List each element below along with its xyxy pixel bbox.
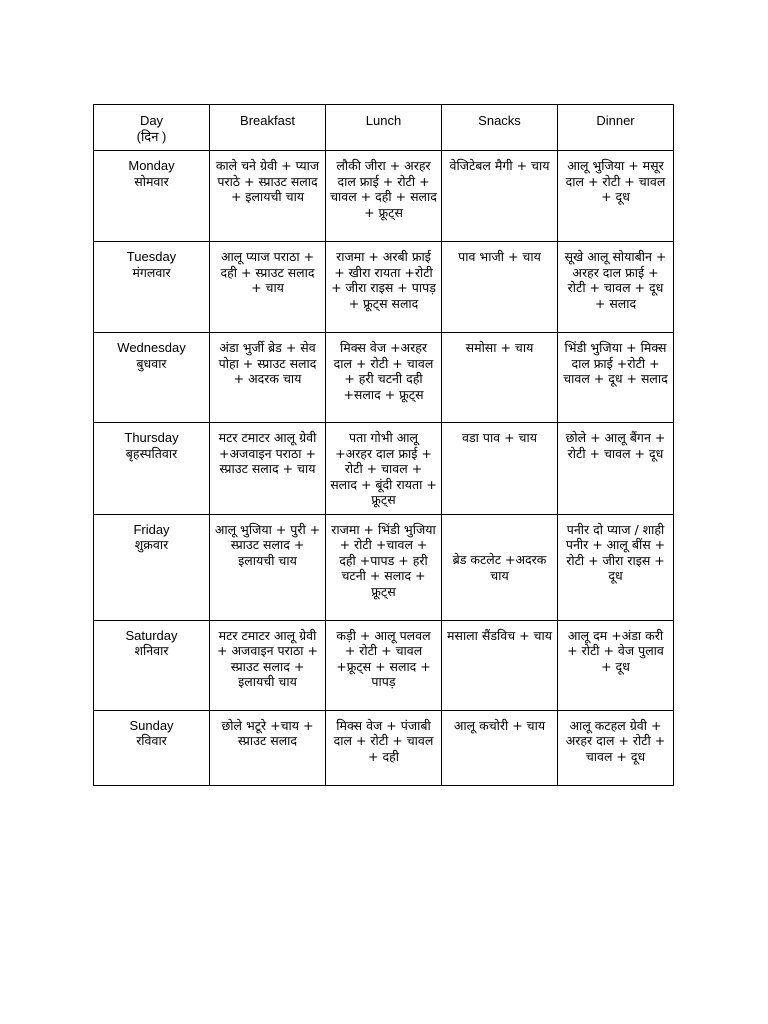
lunch-cell: कड़ी + आलू पलवल + रोटी + चावल +फ्रूट्स + सलाद + पापड़ — [326, 620, 442, 710]
header-row — [94, 105, 674, 151]
dinner-cell: आलू कटहल ग्रेवी + अरहर दाल + रोटी + चावल + दूध — [558, 710, 674, 785]
snacks-text: ब्रेड कटलेट +अदरक चाय — [452, 552, 547, 583]
dinner-cell: आलू दम +अंडा करी + रोटी + वेज पुलाव + दूध — [558, 620, 674, 710]
day-cell — [94, 710, 210, 785]
table-row — [94, 242, 674, 333]
table-row — [94, 423, 674, 515]
snacks-cell: समोसा + चाय — [442, 333, 558, 423]
lunch-cell: मिक्स वेज + पंजाबी दाल + रोटी + चावल + दही — [326, 710, 442, 785]
day-name-en: Thursday — [124, 430, 179, 445]
day-name-hi: मंगलवार — [132, 264, 171, 280]
day-name-en: Tuesday — [126, 249, 177, 264]
breakfast-cell: काले चने ग्रेवी + प्याज पराठे + स्प्राउट सलाद + इलायची चाय — [210, 151, 326, 242]
day-name-hi: बृहस्पतिवार — [125, 445, 178, 461]
breakfast-cell: छोले भटूरे +चाय + स्प्राउट सलाद — [210, 710, 326, 785]
dinner-cell: सूखे आलू सोयाबीन + अरहर दाल फ्राई + रोटी + चावल + दूध + सलाद — [558, 242, 674, 333]
lunch-cell: लौकी जीरा + अरहर दाल फ्राई + रोटी + चावल + दही + सलाद + फ्रूट्स — [326, 151, 442, 242]
day-name-en: Friday — [133, 521, 170, 537]
breakfast-cell: मटर टमाटर आलू ग्रेवी +अजवाइन पराठा + स्प्राउट सलाद + चाय — [210, 423, 326, 515]
day-cell — [94, 423, 210, 515]
table-row — [94, 514, 674, 620]
lunch-cell: पता गोभी आलू +अरहर दाल फ्राई + रोटी + चावल + सलाद + बूंदी रायता + फ्रूट्स — [326, 423, 442, 515]
table-row — [94, 620, 674, 710]
dinner-cell: पनीर दो प्याज / शाही पनीर + आलू बींस + रोटी + जीरा राइस + दूध — [558, 514, 674, 620]
header-day-label: Day — [139, 113, 164, 128]
lunch-cell: राजमा + अरबी फ्राई + खीरा रायता +रोटी + जीरा राइस + पापड़ + फ्रूट्स सलाद — [326, 242, 442, 333]
day-cell — [94, 514, 210, 620]
dinner-cell: आलू भुजिया + मसूर दाल + रोटी + चावल + दूध — [558, 151, 674, 242]
day-name-hi: शुक्रवार — [134, 537, 169, 552]
day-name-hi: रविवार — [136, 733, 167, 748]
day-name-en: Wednesday — [117, 340, 186, 355]
table-row — [94, 333, 674, 423]
lunch-cell: मिक्स वेज +अरहर दाल + रोटी + चावल + हरी चटनी दही +सलाद + फ्रूट्स — [326, 333, 442, 423]
day-name-hi: शनिवार — [134, 643, 169, 658]
snacks-cell: वेजिटेबल मैगी + चाय — [442, 151, 558, 242]
table-row — [94, 710, 674, 785]
snacks-cell: आलू कचोरी + चाय — [442, 710, 558, 785]
day-cell — [94, 333, 210, 423]
header-day — [94, 105, 210, 151]
header-day-hindi-label: (दिन ) — [136, 128, 167, 144]
breakfast-cell: मटर टमाटर आलू ग्रेवी + अजवाइन पराठा + स्प्राउट सलाद + इलायची चाय — [210, 620, 326, 710]
header-dinner: Dinner — [558, 105, 674, 151]
dinner-cell: भिंडी भुजिया + मिक्स दाल फ्राई +रोटी + चावल + दूध + सलाद — [558, 333, 674, 423]
table-row — [94, 151, 674, 242]
snacks-cell: मसाला सैंडविच + चाय — [442, 620, 558, 710]
day-name-hi: बुधवार — [136, 355, 167, 371]
day-name-en: Sunday — [129, 717, 174, 733]
day-name-en: Saturday — [125, 627, 178, 643]
weekly-meal-table — [93, 104, 674, 786]
breakfast-cell: अंडा भुर्जी ब्रेड + सेव पोहा + स्प्राउट सलाद + अदरक चाय — [210, 333, 326, 423]
breakfast-cell: आलू भुजिया + पुरी + स्प्राउट सलाद + इलायची चाय — [210, 514, 326, 620]
day-name-hi: सोमवार — [134, 173, 169, 189]
day-cell — [94, 151, 210, 242]
day-name-en: Monday — [128, 158, 175, 173]
snacks-cell: पाव भाजी + चाय — [442, 242, 558, 333]
dinner-cell: छोले + आलू बैंगन + रोटी + चावल + दूध — [558, 423, 674, 515]
day-cell — [94, 620, 210, 710]
header-snacks: Snacks — [442, 105, 558, 151]
header-lunch: Lunch — [326, 105, 442, 151]
day-cell — [94, 242, 210, 333]
lunch-cell: राजमा + भिंडी भुजिया + रोटी +चावल + दही +पापड + हरी चटनी + सलाद + फ्रूट्स — [326, 514, 442, 620]
header-breakfast: Breakfast — [210, 105, 326, 151]
breakfast-cell: आलू प्याज पराठा + दही + स्प्राउट सलाद + चाय — [210, 242, 326, 333]
snacks-cell: वडा पाव + चाय — [442, 423, 558, 515]
snacks-cell — [442, 514, 558, 620]
